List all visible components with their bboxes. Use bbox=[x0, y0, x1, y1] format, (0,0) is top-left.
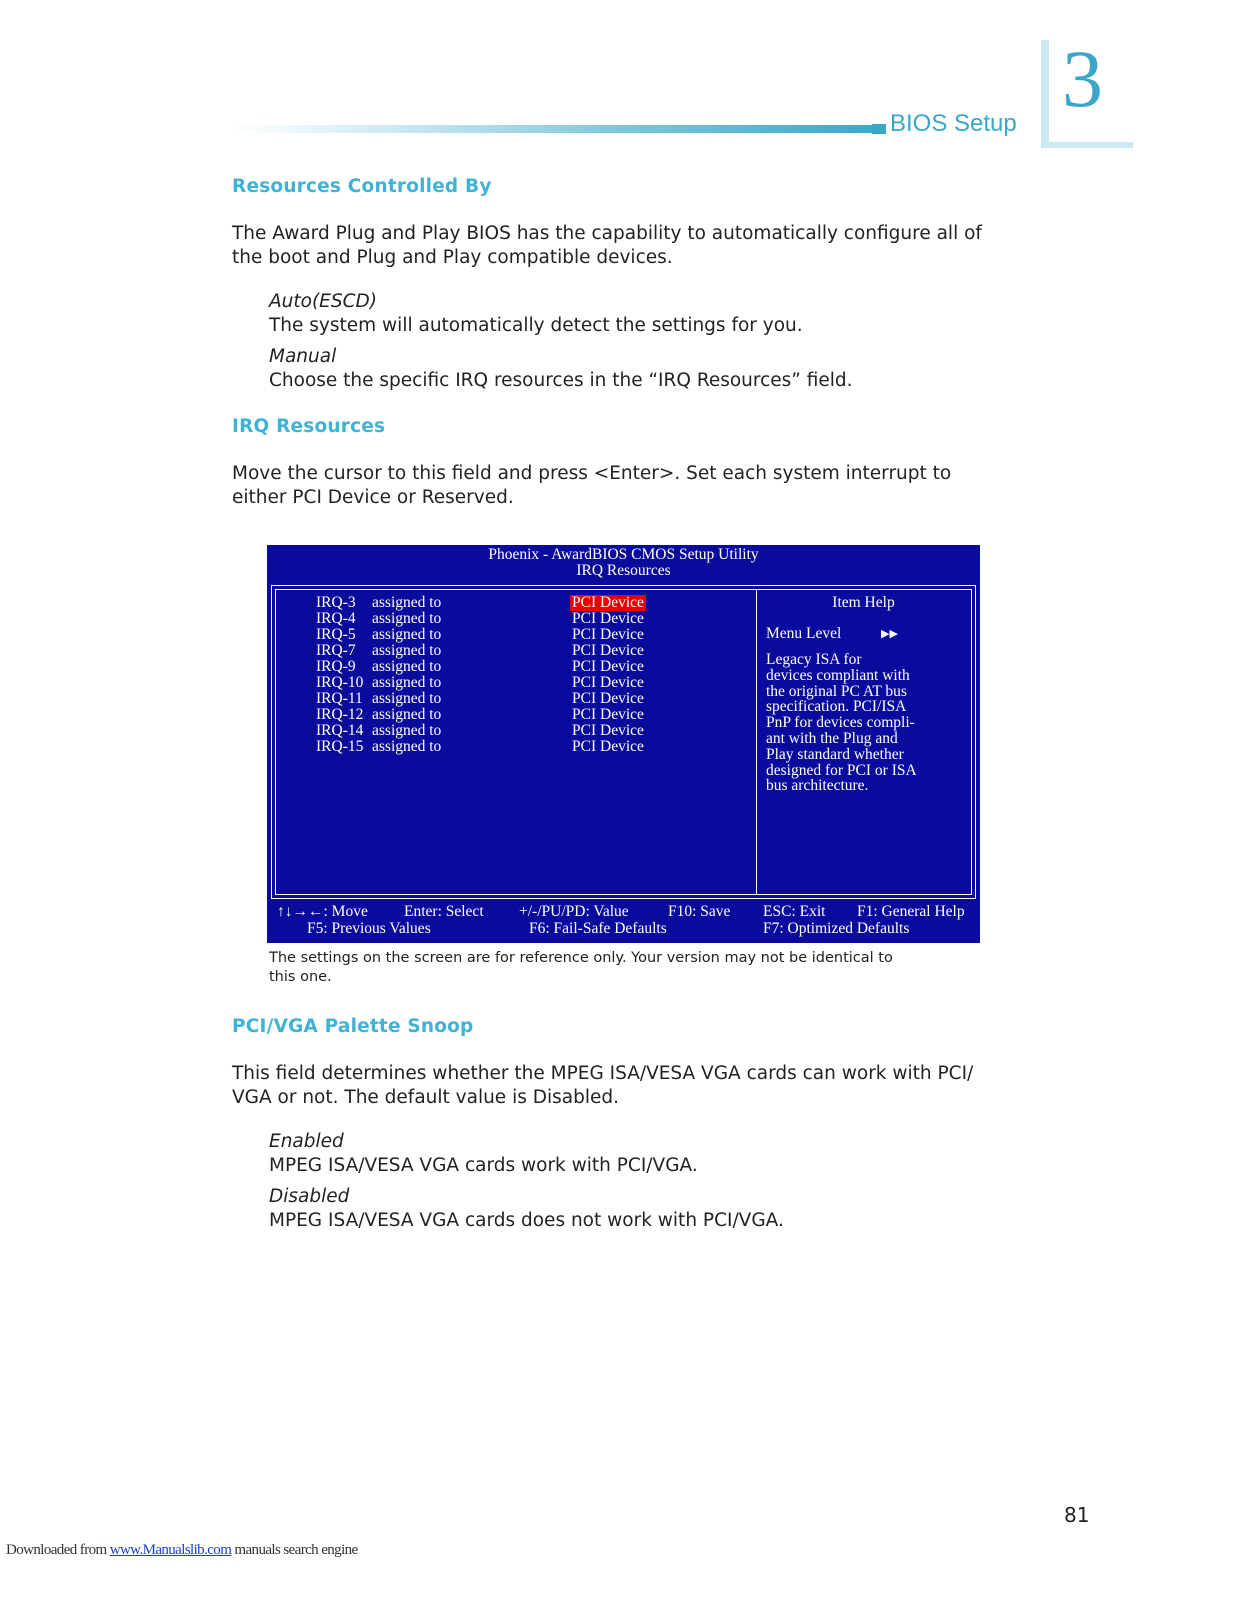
paragraph-pcivga bbox=[232, 1062, 1008, 1110]
key-hint-general-help: F1: General Help bbox=[857, 903, 965, 920]
irq-assigned-label: assigned to bbox=[372, 626, 442, 643]
irq-label: IRQ-11 bbox=[316, 690, 363, 707]
section-title: BIOS Setup bbox=[890, 110, 1017, 137]
item-help-text bbox=[766, 652, 966, 794]
item-help-header: Item Help bbox=[832, 594, 895, 611]
key-hint-select: Enter: Select bbox=[404, 903, 484, 920]
bios-frame-inner bbox=[275, 589, 972, 895]
option-name-manual: Manual bbox=[269, 346, 337, 367]
irq-value[interactable]: PCI Device bbox=[572, 738, 644, 755]
irq-row-7[interactable] bbox=[276, 643, 756, 659]
help-line: the original PC AT bus bbox=[766, 682, 907, 700]
key-hint-move: ↑↓→←: Move bbox=[277, 903, 368, 920]
irq-row-12[interactable] bbox=[276, 707, 756, 723]
paragraph-line: the boot and Plug and Play compatible devices. bbox=[232, 247, 673, 268]
key-hint-value: +/-/PU/PD: Value bbox=[519, 903, 629, 920]
irq-assigned-label: assigned to bbox=[372, 706, 442, 723]
irq-value[interactable]: PCI Device bbox=[572, 690, 644, 707]
irq-row-10[interactable] bbox=[276, 675, 756, 691]
irq-label: IRQ-9 bbox=[316, 658, 356, 675]
option-desc-auto-escd: The system will automatically detect the settings for you. bbox=[269, 315, 803, 336]
paragraph-irq bbox=[232, 462, 1008, 510]
irq-assigned-label: assigned to bbox=[372, 690, 442, 707]
irq-assigned-label: assigned to bbox=[372, 674, 442, 691]
irq-value[interactable]: PCI Device bbox=[572, 626, 644, 643]
key-hint-exit: ESC: Exit bbox=[763, 903, 826, 920]
option-desc-enabled: MPEG ISA/VESA VGA cards work with PCI/VGA. bbox=[269, 1155, 698, 1176]
paragraph-line: Move the cursor to this field and press <Enter>. Set each system interrupt to bbox=[232, 463, 952, 484]
bios-column-divider bbox=[756, 590, 757, 894]
option-name-enabled: Enabled bbox=[269, 1131, 344, 1152]
help-line: devices compliant with bbox=[766, 666, 910, 684]
irq-assigned-label: assigned to bbox=[372, 722, 442, 739]
help-line: bus architecture. bbox=[766, 777, 869, 795]
irq-value[interactable]: PCI Device bbox=[572, 610, 644, 627]
irq-label: IRQ-15 bbox=[316, 738, 364, 755]
irq-row-5[interactable] bbox=[276, 627, 756, 643]
irq-label: IRQ-4 bbox=[316, 610, 356, 627]
bios-screen bbox=[267, 545, 980, 943]
irq-assigned-label: assigned to bbox=[372, 594, 442, 611]
key-hint-fail-safe: F6: Fail-Safe Defaults bbox=[529, 920, 667, 937]
bios-title-page: IRQ Resources bbox=[576, 562, 671, 579]
option-desc-disabled: MPEG ISA/VESA VGA cards does not work with PCI/VGA. bbox=[269, 1210, 784, 1231]
footer-suffix: manuals search engine bbox=[231, 1542, 358, 1558]
irq-label: IRQ-12 bbox=[316, 706, 364, 723]
header-rule bbox=[234, 125, 884, 133]
key-hint-optimized: F7: Optimized Defaults bbox=[763, 920, 910, 937]
menu-level-label: Menu Level bbox=[766, 625, 842, 642]
option-name-auto-escd: Auto(ESCD) bbox=[269, 291, 377, 312]
manualslib-link[interactable]: www.Manualslib.com bbox=[109, 1542, 232, 1558]
caption-line: The settings on the screen are for reference only. Your version may not be identical to bbox=[269, 950, 893, 966]
irq-value[interactable]: PCI Device bbox=[572, 674, 644, 691]
heading-resources-controlled-by: Resources Controlled By bbox=[232, 176, 492, 197]
help-line: ant with the Plug and bbox=[766, 729, 898, 747]
irq-assigned-label: assigned to bbox=[372, 658, 442, 675]
irq-label: IRQ-7 bbox=[316, 642, 356, 659]
caption-line: this one. bbox=[269, 969, 332, 985]
bios-frame-outer bbox=[271, 585, 976, 899]
help-line: PnP for devices compli- bbox=[766, 714, 915, 732]
option-name-disabled: Disabled bbox=[269, 1186, 350, 1207]
help-line: specification. PCI/ISA bbox=[766, 698, 907, 716]
key-hint-save: F10: Save bbox=[668, 903, 731, 920]
figure-caption bbox=[269, 949, 979, 987]
irq-row-14[interactable] bbox=[276, 723, 756, 739]
irq-row-9[interactable] bbox=[276, 659, 756, 675]
paragraph-resources bbox=[232, 222, 1008, 270]
irq-label: IRQ-5 bbox=[316, 626, 356, 643]
irq-assigned-label: assigned to bbox=[372, 738, 442, 755]
chapter-tab-horizontal bbox=[1041, 142, 1133, 148]
chapter-number: 3 bbox=[1062, 33, 1103, 124]
irq-value[interactable]: PCI Device bbox=[572, 642, 644, 659]
bios-title bbox=[267, 547, 980, 579]
help-line: designed for PCI or ISA bbox=[766, 761, 917, 779]
page-number: 81 bbox=[1064, 1503, 1090, 1527]
download-footer bbox=[6, 1542, 358, 1559]
irq-value[interactable]: PCI Device bbox=[572, 658, 644, 675]
header-rule-cap bbox=[872, 124, 886, 134]
key-hint-previous-values: F5: Previous Values bbox=[307, 920, 431, 937]
irq-assigned-label: assigned to bbox=[372, 610, 442, 627]
bios-title-utility: Phoenix - AwardBIOS CMOS Setup Utility bbox=[488, 546, 759, 563]
footer-prefix: Downloaded from bbox=[6, 1542, 110, 1558]
paragraph-line: either PCI Device or Reserved. bbox=[232, 487, 514, 508]
chapter-tab-vertical bbox=[1041, 40, 1049, 148]
irq-row-4[interactable] bbox=[276, 611, 756, 627]
irq-row-3[interactable] bbox=[276, 595, 756, 611]
irq-row-11[interactable] bbox=[276, 691, 756, 707]
help-line: Play standard whether bbox=[766, 745, 904, 763]
double-right-arrow-icon: ▶▶ bbox=[881, 628, 898, 640]
help-line: Legacy ISA for bbox=[766, 651, 862, 668]
heading-pci-vga-palette-snoop: PCI/VGA Palette Snoop bbox=[232, 1016, 474, 1037]
irq-value[interactable]: PCI Device bbox=[572, 722, 644, 739]
irq-assigned-label: assigned to bbox=[372, 642, 442, 659]
heading-irq-resources: IRQ Resources bbox=[232, 416, 386, 437]
irq-value-selected[interactable]: PCI Device bbox=[572, 594, 644, 611]
irq-label: IRQ-14 bbox=[316, 722, 364, 739]
paragraph-line: This field determines whether the MPEG ISA/VESA VGA cards can work with PCI/ bbox=[232, 1063, 974, 1084]
paragraph-line: The Award Plug and Play BIOS has the capability to automatically configure all of bbox=[232, 223, 982, 244]
paragraph-line: VGA or not. The default value is Disabled. bbox=[232, 1087, 619, 1108]
irq-label: IRQ-10 bbox=[316, 674, 364, 691]
irq-value[interactable]: PCI Device bbox=[572, 706, 644, 723]
irq-label: IRQ-3 bbox=[316, 594, 356, 611]
option-desc-manual: Choose the specific IRQ resources in the “IRQ Resources” field. bbox=[269, 370, 853, 391]
irq-row-15[interactable] bbox=[276, 739, 756, 755]
